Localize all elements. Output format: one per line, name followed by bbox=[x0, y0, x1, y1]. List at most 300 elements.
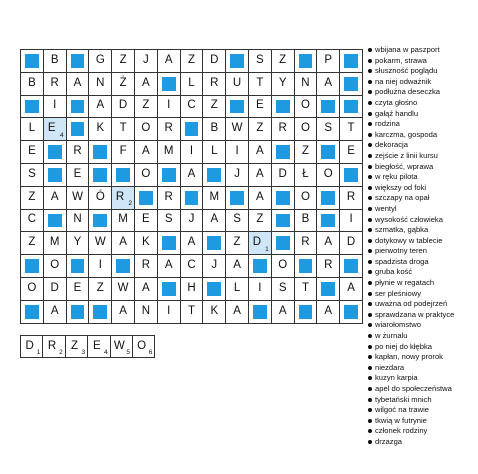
cell-letter: Ó bbox=[95, 190, 105, 203]
grid-letter-cell bbox=[21, 141, 44, 164]
grid-letter-cell bbox=[340, 187, 363, 210]
cell-letter: O bbox=[300, 122, 310, 135]
cell-letter: R bbox=[301, 236, 310, 249]
cell-letter: O bbox=[27, 281, 37, 294]
cell-letter: D bbox=[346, 236, 356, 249]
grid-letter-cell bbox=[181, 96, 204, 119]
grid-letter-cell bbox=[158, 301, 181, 324]
grid-block-cell bbox=[340, 301, 363, 324]
grid-letter-cell bbox=[226, 141, 249, 164]
grid-letter-cell bbox=[295, 164, 318, 187]
grid-block-cell bbox=[272, 210, 295, 233]
cell-letter: K bbox=[210, 304, 219, 317]
cell-letter: Z bbox=[301, 145, 309, 158]
grid-block-cell bbox=[340, 96, 363, 119]
cell-letter: O bbox=[141, 122, 151, 135]
answer-number: 4 bbox=[103, 348, 108, 356]
grid-letter-cell bbox=[272, 164, 295, 187]
grid-block-cell bbox=[272, 141, 295, 164]
grid-block-cell bbox=[203, 164, 226, 187]
answer-letter: D bbox=[25, 339, 34, 352]
grid-block-cell bbox=[272, 232, 295, 255]
grid-letter-cell bbox=[21, 232, 44, 255]
grid-letter-cell bbox=[295, 187, 318, 210]
cell-letter: I bbox=[189, 145, 194, 158]
grid-letter-cell bbox=[112, 141, 135, 164]
cell-number: 2 bbox=[128, 200, 132, 208]
grid-letter-cell bbox=[249, 164, 272, 187]
cell-letter: N bbox=[96, 76, 105, 89]
grid-letter-cell bbox=[44, 187, 67, 210]
grid-letter-cell bbox=[21, 164, 44, 187]
grid-letter-cell bbox=[21, 210, 44, 233]
clue-item: karczma, gospoda bbox=[368, 130, 454, 141]
cell-letter: A bbox=[256, 167, 264, 180]
grid-letter-cell bbox=[67, 73, 90, 96]
cell-letter: F bbox=[119, 145, 127, 158]
grid-letter-cell bbox=[272, 118, 295, 141]
grid-letter-cell bbox=[295, 73, 318, 96]
grid-block-cell bbox=[21, 255, 44, 278]
clue-item: wbijana w paszport bbox=[368, 45, 454, 56]
clue-item: kapłan, nowy prorok bbox=[368, 352, 454, 363]
grid-letter-cell bbox=[272, 301, 295, 324]
grid-letter-cell bbox=[295, 278, 318, 301]
clue-item: ser pleśniowy bbox=[368, 289, 454, 300]
cell-letter: I bbox=[349, 213, 353, 226]
cell-letter: A bbox=[142, 281, 150, 294]
grid-block-cell bbox=[67, 50, 90, 73]
grid-letter-cell bbox=[112, 118, 135, 141]
grid-block-cell bbox=[203, 232, 226, 255]
cell-letter: M bbox=[209, 190, 220, 203]
cell-letter: Z bbox=[187, 53, 195, 66]
grid-letter-cell bbox=[226, 255, 249, 278]
grid-letter-cell bbox=[89, 50, 112, 73]
grid-block-cell bbox=[89, 210, 112, 233]
grid-block-cell bbox=[67, 118, 90, 141]
cell-letter: R bbox=[278, 122, 287, 135]
grid-letter-cell bbox=[226, 232, 249, 255]
grid-numbered-cell bbox=[44, 118, 67, 141]
cell-letter: T bbox=[301, 281, 309, 294]
grid-letter-cell bbox=[158, 255, 181, 278]
grid-letter-cell bbox=[295, 96, 318, 119]
cell-letter: R bbox=[73, 145, 82, 158]
grid-letter-cell bbox=[112, 232, 135, 255]
cell-letter: A bbox=[256, 190, 264, 203]
answer-cell bbox=[111, 336, 133, 358]
grid-letter-cell bbox=[135, 232, 158, 255]
grid-block-cell bbox=[249, 301, 272, 324]
cell-letter: Z bbox=[279, 53, 287, 66]
grid-letter-cell bbox=[317, 164, 340, 187]
grid-letter-cell bbox=[181, 278, 204, 301]
grid-block-cell bbox=[89, 141, 112, 164]
grid-letter-cell bbox=[203, 73, 226, 96]
cell-letter: E bbox=[73, 281, 82, 294]
grid-letter-cell bbox=[135, 50, 158, 73]
cell-letter: A bbox=[187, 236, 196, 249]
grid-block-cell bbox=[317, 187, 340, 210]
grid-letter-cell bbox=[295, 232, 318, 255]
cell-letter: G bbox=[95, 53, 105, 66]
grid-block-cell bbox=[181, 118, 204, 141]
grid-block-cell bbox=[340, 164, 363, 187]
answer-number: 1 bbox=[36, 348, 41, 356]
cell-letter: E bbox=[142, 213, 150, 226]
grid-block-cell bbox=[249, 255, 272, 278]
grid-letter-cell bbox=[249, 141, 272, 164]
answer-number: 6 bbox=[148, 348, 153, 356]
answer-letter: O bbox=[137, 339, 147, 352]
grid-block-cell bbox=[112, 164, 135, 187]
cell-letter: A bbox=[210, 213, 219, 226]
clue-item: zejście z linii kursu bbox=[368, 151, 454, 162]
cell-letter: A bbox=[142, 76, 150, 89]
grid-letter-cell bbox=[135, 164, 158, 187]
cell-letter: E bbox=[47, 122, 56, 135]
grid-letter-cell bbox=[89, 73, 112, 96]
grid-letter-cell bbox=[112, 210, 135, 233]
cell-letter: Ż bbox=[119, 76, 127, 89]
answer-cell bbox=[133, 336, 155, 358]
cell-letter: A bbox=[347, 281, 355, 294]
clue-item: wysokość człowieka bbox=[368, 215, 454, 226]
grid-letter-cell bbox=[44, 73, 67, 96]
grid-block-cell bbox=[317, 141, 340, 164]
cell-letter: T bbox=[347, 122, 355, 135]
grid-block-cell bbox=[158, 232, 181, 255]
answer-letter: W bbox=[113, 339, 125, 352]
answer-number: 5 bbox=[126, 348, 130, 356]
cell-letter: N bbox=[73, 213, 82, 226]
cell-letter: D bbox=[252, 236, 262, 249]
clue-item: drzazga bbox=[368, 437, 454, 448]
grid-letter-cell bbox=[67, 232, 90, 255]
clue-item: dekoracja bbox=[368, 140, 454, 151]
clue-item: członek rodziny bbox=[368, 426, 454, 437]
cell-number: 4 bbox=[59, 131, 64, 139]
answer-cell bbox=[21, 336, 43, 358]
grid-block-cell bbox=[89, 164, 112, 187]
answer-letter: E bbox=[93, 339, 101, 352]
cell-letter: Y bbox=[73, 236, 82, 249]
clue-item: rodzina bbox=[368, 119, 454, 130]
cell-letter: C bbox=[187, 99, 196, 112]
cell-letter: Z bbox=[28, 190, 36, 203]
grid-letter-cell bbox=[112, 96, 135, 119]
cell-letter: B bbox=[301, 213, 310, 226]
cell-letter: A bbox=[256, 145, 264, 158]
grid-block-cell bbox=[67, 96, 90, 119]
grid-letter-cell bbox=[67, 278, 90, 301]
cell-letter: Z bbox=[256, 213, 264, 226]
grid-letter-cell bbox=[203, 141, 226, 164]
cell-letter: W bbox=[72, 190, 83, 203]
clue-item: gruba kość bbox=[368, 267, 454, 278]
cell-letter: O bbox=[300, 190, 310, 203]
cell-letter: D bbox=[50, 281, 59, 294]
grid-letter-cell bbox=[203, 96, 226, 119]
clue-item: uważna od podejrzeń bbox=[368, 299, 454, 310]
grid-letter-cell bbox=[89, 187, 112, 210]
clue-item: czyta głośno bbox=[368, 98, 454, 109]
clue-item: tkwią w futrynie bbox=[368, 416, 454, 427]
grid-letter-cell bbox=[249, 187, 272, 210]
clue-item: kuzyn karpia bbox=[368, 373, 454, 384]
cell-letter: C bbox=[27, 213, 37, 226]
grid-letter-cell bbox=[89, 278, 112, 301]
cell-letter: J bbox=[234, 167, 240, 180]
cell-letter: R bbox=[164, 190, 173, 203]
grid-letter-cell bbox=[21, 73, 44, 96]
clue-item: wentyl bbox=[368, 204, 454, 215]
clue-item: szczapy na opał bbox=[368, 193, 454, 204]
cell-letter: D bbox=[210, 53, 219, 66]
grid-letter-cell bbox=[295, 210, 318, 233]
grid-letter-cell bbox=[44, 232, 67, 255]
grid-letter-cell bbox=[21, 118, 44, 141]
cell-letter: R bbox=[115, 190, 125, 203]
grid-block-cell bbox=[203, 278, 226, 301]
cell-letter: L bbox=[28, 122, 36, 135]
cell-letter: A bbox=[164, 53, 173, 66]
cell-letter: R bbox=[141, 259, 151, 272]
grid-block-cell bbox=[89, 301, 112, 324]
clue-item: wilgoć na trawie bbox=[368, 405, 454, 416]
grid-block-cell bbox=[317, 96, 340, 119]
clue-item: apel do społeczeństwa bbox=[368, 384, 454, 395]
grid-letter-cell bbox=[317, 73, 340, 96]
grid-block-cell bbox=[44, 164, 67, 187]
grid-letter-cell bbox=[181, 255, 204, 278]
clue-item: biegłość, wprawa bbox=[368, 162, 454, 173]
grid-letter-cell bbox=[317, 255, 340, 278]
grid-block-cell bbox=[340, 50, 363, 73]
cell-letter: T bbox=[119, 122, 127, 135]
grid-letter-cell bbox=[203, 187, 226, 210]
cell-letter: U bbox=[232, 76, 242, 89]
clue-item: dotykowy w tablecie bbox=[368, 236, 454, 247]
answer-password-row bbox=[20, 335, 155, 358]
cell-letter: Z bbox=[119, 53, 127, 66]
grid-letter-cell bbox=[67, 210, 90, 233]
cell-letter: D bbox=[278, 167, 287, 180]
grid-letter-cell bbox=[226, 164, 249, 187]
cell-letter: Z bbox=[256, 122, 264, 135]
grid-letter-cell bbox=[112, 278, 135, 301]
grid-letter-cell bbox=[340, 278, 363, 301]
grid-numbered-cell bbox=[112, 187, 135, 210]
grid-letter-cell bbox=[203, 118, 226, 141]
grid-block-cell bbox=[44, 210, 67, 233]
cell-letter: J bbox=[188, 213, 195, 226]
grid-block-cell bbox=[340, 73, 363, 96]
grid-letter-cell bbox=[44, 50, 67, 73]
grid-letter-cell bbox=[44, 301, 67, 324]
grid-numbered-cell bbox=[249, 232, 272, 255]
clue-item: sprawdzana w praktyce bbox=[368, 310, 454, 321]
grid-letter-cell bbox=[317, 118, 340, 141]
grid-letter-cell bbox=[44, 255, 67, 278]
cell-letter: Z bbox=[96, 281, 104, 294]
cell-letter: K bbox=[142, 236, 150, 249]
cell-letter: Z bbox=[28, 236, 36, 249]
grid-letter-cell bbox=[67, 187, 90, 210]
grid-letter-cell bbox=[226, 278, 249, 301]
clue-item: spadzista droga bbox=[368, 257, 454, 268]
grid-block-cell bbox=[181, 187, 204, 210]
cell-letter: K bbox=[96, 122, 105, 135]
clue-item: podłużna deseczka bbox=[368, 87, 454, 98]
grid-block-cell bbox=[295, 255, 318, 278]
grid-letter-cell bbox=[249, 50, 272, 73]
clue-item: większy od foki bbox=[368, 183, 454, 194]
cell-letter: I bbox=[98, 259, 102, 272]
grid-block-cell bbox=[112, 255, 135, 278]
grid-letter-cell bbox=[249, 210, 272, 233]
grid-letter-cell bbox=[295, 141, 318, 164]
grid-letter-cell bbox=[181, 73, 204, 96]
cell-letter: C bbox=[187, 259, 196, 272]
answer-cell bbox=[43, 336, 65, 358]
grid-letter-cell bbox=[181, 50, 204, 73]
cell-letter: A bbox=[324, 76, 333, 89]
grid-letter-cell bbox=[135, 210, 158, 233]
cell-letter: S bbox=[233, 213, 241, 226]
grid-letter-cell bbox=[89, 118, 112, 141]
clue-item: wiarołomstwo bbox=[368, 320, 454, 331]
grid-letter-cell bbox=[181, 301, 204, 324]
grid-letter-cell bbox=[44, 96, 67, 119]
grid-letter-cell bbox=[272, 73, 295, 96]
cell-letter: Z bbox=[210, 99, 218, 112]
clue-list bbox=[368, 45, 454, 448]
cell-letter: P bbox=[324, 53, 333, 66]
cell-letter: A bbox=[164, 259, 173, 272]
cell-letter: O bbox=[300, 99, 310, 112]
cell-letter: Y bbox=[278, 76, 287, 89]
clue-item: po niej do kłębka bbox=[368, 342, 454, 353]
grid-letter-cell bbox=[203, 50, 226, 73]
grid-block-cell bbox=[21, 96, 44, 119]
grid-letter-cell bbox=[249, 118, 272, 141]
grid-letter-cell bbox=[44, 278, 67, 301]
grid-letter-cell bbox=[317, 232, 340, 255]
cell-letter: A bbox=[50, 190, 59, 203]
grid-block-cell bbox=[340, 255, 363, 278]
grid-letter-cell bbox=[158, 141, 181, 164]
cell-letter: A bbox=[50, 304, 59, 317]
grid-block-cell bbox=[226, 96, 249, 119]
cell-letter: A bbox=[119, 236, 127, 249]
grid-block-cell bbox=[44, 141, 67, 164]
grid-letter-cell bbox=[340, 141, 363, 164]
cell-letter: A bbox=[187, 167, 196, 180]
cell-letter: S bbox=[164, 213, 173, 226]
clue-item: w żurnalu bbox=[368, 331, 454, 342]
grid-letter-cell bbox=[203, 255, 226, 278]
cell-letter: B bbox=[28, 76, 36, 89]
grid-letter-cell bbox=[135, 118, 158, 141]
grid-letter-cell bbox=[158, 187, 181, 210]
cell-letter: S bbox=[256, 53, 264, 66]
grid-letter-cell bbox=[181, 164, 204, 187]
cell-letter: A bbox=[142, 145, 150, 158]
cell-letter: R bbox=[164, 122, 173, 135]
cell-letter: T bbox=[187, 304, 195, 317]
grid-letter-cell bbox=[89, 255, 112, 278]
grid-letter-cell bbox=[112, 301, 135, 324]
cell-letter: I bbox=[258, 281, 262, 294]
cell-letter: M bbox=[163, 145, 174, 158]
grid-letter-cell bbox=[135, 73, 158, 96]
cell-letter: T bbox=[256, 76, 264, 89]
grid-block-cell bbox=[158, 278, 181, 301]
clue-item: pierwotny teren bbox=[368, 246, 454, 257]
cell-letter: I bbox=[167, 99, 171, 112]
cell-letter: L bbox=[188, 76, 195, 89]
cell-letter: R bbox=[324, 259, 333, 272]
cell-letter: O bbox=[323, 167, 333, 180]
cell-letter: J bbox=[211, 259, 218, 272]
answer-cell bbox=[88, 336, 110, 358]
grid-letter-cell bbox=[67, 164, 90, 187]
cell-letter: M bbox=[49, 236, 60, 249]
grid-letter-cell bbox=[112, 73, 135, 96]
grid-letter-cell bbox=[67, 141, 90, 164]
grid-letter-cell bbox=[89, 232, 112, 255]
cell-letter: A bbox=[233, 259, 241, 272]
grid-block-cell bbox=[67, 255, 90, 278]
cell-letter: B bbox=[210, 122, 219, 135]
cell-letter: N bbox=[141, 304, 151, 317]
grid-letter-cell bbox=[226, 118, 249, 141]
grid-letter-cell bbox=[135, 301, 158, 324]
cell-letter: S bbox=[28, 167, 36, 180]
grid-letter-cell bbox=[317, 50, 340, 73]
cell-letter: E bbox=[256, 99, 264, 112]
answer-letter: R bbox=[47, 339, 57, 352]
clue-item: szmatka, gąbka bbox=[368, 225, 454, 236]
cell-letter: W bbox=[94, 236, 106, 249]
grid-block-cell bbox=[272, 187, 295, 210]
clue-item: słuszność poglądu bbox=[368, 66, 454, 77]
cell-letter: Z bbox=[233, 236, 241, 249]
answer-cell bbox=[66, 336, 88, 358]
cell-letter: A bbox=[96, 99, 105, 112]
cell-letter: A bbox=[233, 304, 241, 317]
grid-block-cell bbox=[226, 50, 249, 73]
grid-block-cell bbox=[67, 301, 90, 324]
grid-letter-cell bbox=[181, 141, 204, 164]
grid-letter-cell bbox=[181, 232, 204, 255]
grid-letter-cell bbox=[158, 118, 181, 141]
grid-block-cell bbox=[272, 96, 295, 119]
clue-item: na niej odważnik bbox=[368, 77, 454, 88]
grid-letter-cell bbox=[249, 73, 272, 96]
cell-letter: A bbox=[278, 304, 287, 317]
grid-letter-cell bbox=[249, 278, 272, 301]
grid-letter-cell bbox=[317, 301, 340, 324]
cell-letter: M bbox=[118, 213, 128, 226]
grid-block-cell bbox=[295, 50, 318, 73]
cell-letter: O bbox=[278, 259, 288, 272]
clue-item: pokarm, strawa bbox=[368, 56, 454, 67]
grid-block-cell bbox=[317, 278, 340, 301]
grid-letter-cell bbox=[203, 210, 226, 233]
